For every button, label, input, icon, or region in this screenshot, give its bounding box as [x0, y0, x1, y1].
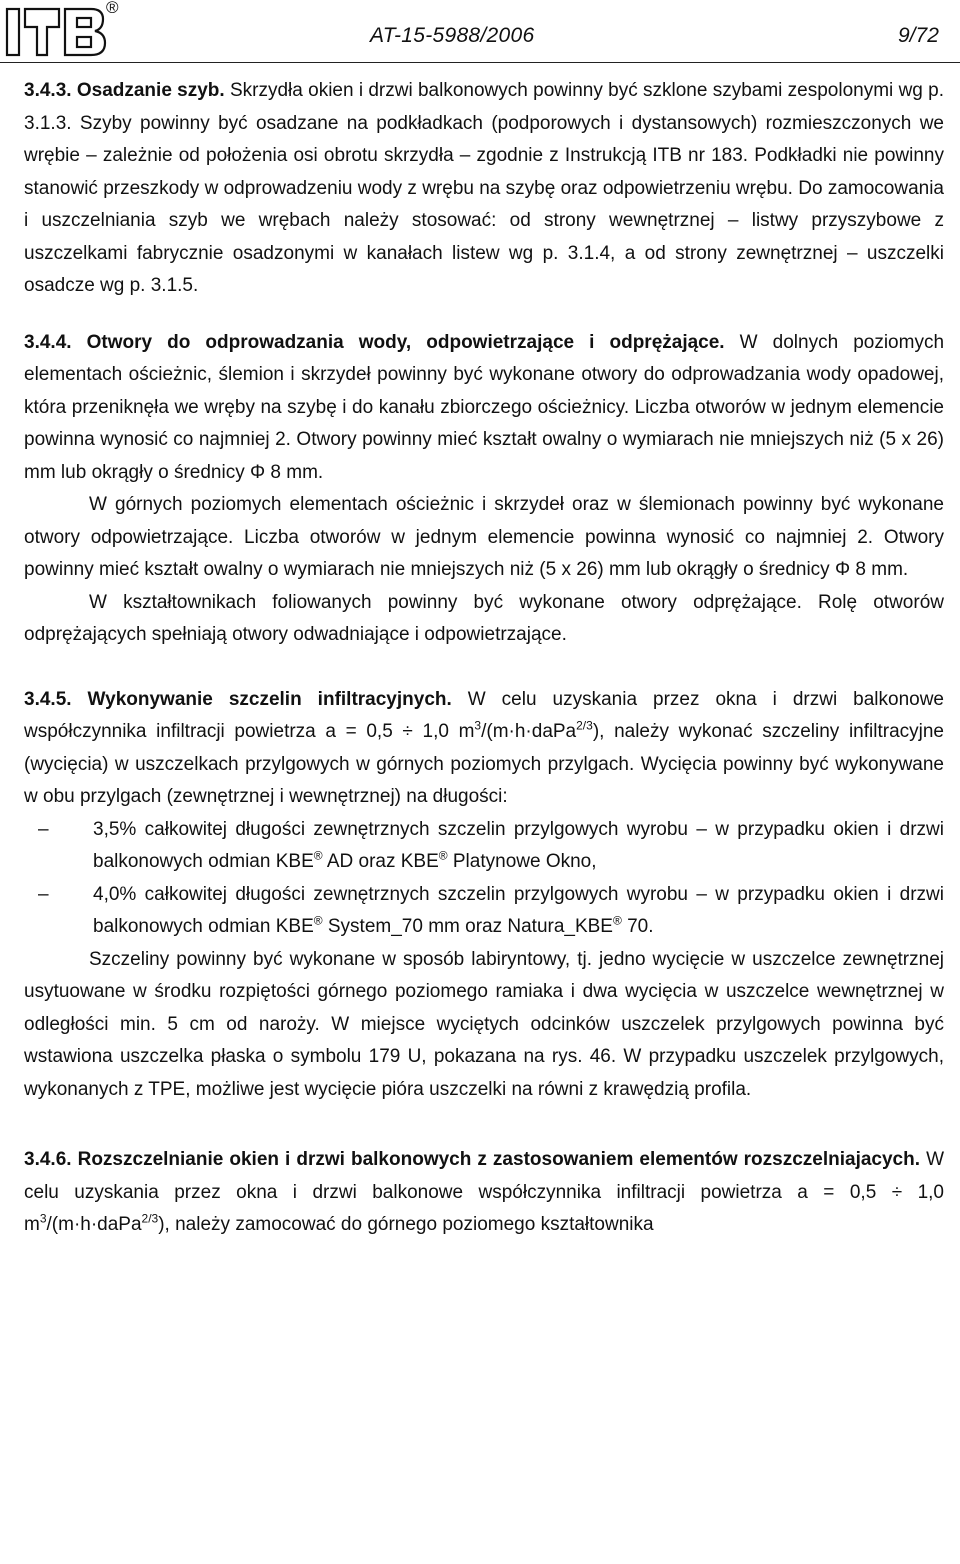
- dash-bullet: –: [38, 818, 49, 840]
- section-title: Rozszczelnianie okien i drzwi balkonowych z zastosowaniem elementów rozszczelniajacych.: [77, 1149, 921, 1170]
- section-3-4-4: [24, 327, 944, 490]
- header-rule: [0, 62, 960, 63]
- list-item: [24, 814, 944, 879]
- list-item-text: 70.: [621, 916, 654, 937]
- registered-mark: ®: [612, 913, 622, 928]
- superscript: 3: [39, 1211, 47, 1226]
- section-number: 3.4.4.: [24, 331, 72, 353]
- registered-mark: ®: [438, 848, 448, 863]
- dash-bullet: –: [38, 883, 49, 905]
- superscript: 2/3: [141, 1211, 159, 1226]
- list-item-text: AD oraz KBE: [322, 851, 439, 872]
- section-title: Wykonywanie szczelin infiltracyjnych.: [87, 688, 452, 710]
- list-item-text: System_70 mm oraz Natura_KBE: [322, 916, 613, 937]
- list-item-text: Platynowe Okno,: [447, 851, 597, 872]
- registered-mark: ®: [313, 913, 323, 928]
- document-body: [24, 75, 944, 1242]
- list-item-text: 3,5% całkowitej długości zewnętrznych szczelin przylgowych wyrobu – w przypadku okien i drzwi balkonowych odmian KBE: [93, 818, 944, 872]
- section-number: 3.4.5.: [24, 688, 72, 710]
- section-title: Osadzanie szyb.: [76, 80, 225, 101]
- section-text: W celu uzyskania przez okna i drzwi balkonowe współczynnika infiltracji powietrza a = 0,5 ÷ 1,0 m: [24, 688, 944, 742]
- superscript: 2/3: [576, 718, 593, 733]
- infiltration-list: [24, 814, 944, 944]
- section-text: /(m·h·daPa: [481, 721, 577, 742]
- page-header: [0, 0, 960, 66]
- registered-mark: ®: [313, 848, 323, 863]
- superscript: 3: [474, 718, 482, 733]
- section-text: W dolnych poziomych elementach ościeżnic, ślemion i skrzydeł powinny być wykonane otwory do odprowadzania wody opadowej, która przeniknęła we wręby na szybę i do kanału zbiorczego ościeżnicy. Liczba otworów w jednym elemencie powinna wynosić co najmniej 2. Otwory powinny mieć kształt owalny o wymiarach nie mniejszych niż (5 x 26) mm lub okrągły o średnicy Φ 8 mm.: [24, 331, 945, 483]
- page-number: 9/72: [898, 24, 939, 47]
- section-3-4-5-paragraph-2: Szczeliny powinny być wykonane w sposób labiryntowy, tj. jedno wycięcie w uszczelce zewnętrznej usytuowane w środku rozpiętości górnego poziomego ramiaka i dwa wycięcia w uszczelce wewnętrznej w odległości min. 5 cm od naroży. W miejsce wyciętych odcinków uszczelek przylgowych powinna być wstawiona uszczelka płaska o symbolu 179 U, pokazana na rys. 46. W przypadku uszczelek przylgowych, wykonanych z TPE, możliwe jest wycięcie pióra uszczelki na równi z krawędzią profila.: [24, 948, 944, 1100]
- list-item: [24, 879, 944, 944]
- section-3-4-3: [24, 75, 944, 303]
- document-number: AT-15-5988/2006: [370, 24, 535, 47]
- section-text: /(m·h·daPa: [46, 1214, 142, 1235]
- section-3-4-4-paragraph-2: W górnych poziomych elementach ościeżnic i skrzydeł oraz w ślemionach powinny być wykonane otwory odpowietrzające. Liczba otworów w jednym elemencie powinna wynosić co najmniej 2. Otwory powinny mieć kształt owalny o wymiarach nie mniejszych niż (5 x 26) mm lub okrągły o średnicy Φ 8 mm.: [24, 494, 944, 580]
- section-text: Skrzydła okien i drzwi balkonowych powinny być szklone szybami zespolonymi wg p. 3.1.3. Szyby powinny być osadzane na podkładkach (podporowych i dystansowych) rozmieszczonych we wrębie – zależnie od położenia osi obrotu skrzydła – zgodnie z Instrukcją ITB nr 183. Podkładki nie powinny stanowić przeszkody w odprowadzeniu wody z wrębu na szybę oraz odpowietrzeniu wrębu. Do zamocowania i uszczelniania szyb we wrębach należy stosować: od strony wewnętrznej – listwy przyszybowe z uszczelkami fabrycznie osadzonymi w kanałach listew wg p. 3.1.4, a od strony zewnętrznej – uszczelki osadcze wg p. 3.1.5.: [24, 80, 944, 296]
- section-number: 3.4.6.: [24, 1149, 72, 1170]
- section-3-4-4-paragraph-3: W kształtownikach foliowanych powinny być wykonane otwory odprężające. Rolę otworów odprężających spełniają otwory odwadniające i odpowietrzające.: [24, 591, 944, 645]
- section-3-4-6: [24, 1144, 944, 1242]
- section-title: Otwory do odprowadzania wody, odpowietrzające i odprężające.: [86, 331, 725, 353]
- section-3-4-5: [24, 684, 944, 814]
- section-number: 3.4.3.: [24, 80, 72, 101]
- section-text: ), należy zamocować do górnego poziomego kształtownika: [158, 1214, 654, 1235]
- logo-registered-mark: ®: [106, 0, 119, 17]
- itb-logo-icon: [3, 3, 115, 59]
- list-item-text: 4,0% całkowitej długości zewnętrznych szczelin przylgowych wyrobu – w przypadku okien i drzwi balkonowych odmian KBE: [93, 883, 944, 937]
- section-text: ), należy wykonać szczeliny infiltracyjne (wycięcia) w uszczelkach przylgowych w górnych poziomych przylgach. Wycięcia powinny być wykonywane w obu przylgach (zewnętrznej i wewnętrznej) na długości:: [24, 721, 944, 807]
- section-text: W celu uzyskania przez okna i drzwi balkonowe współczynnika infiltracji powietrza a = 0,5 ÷ 1,0 m: [24, 1149, 944, 1235]
